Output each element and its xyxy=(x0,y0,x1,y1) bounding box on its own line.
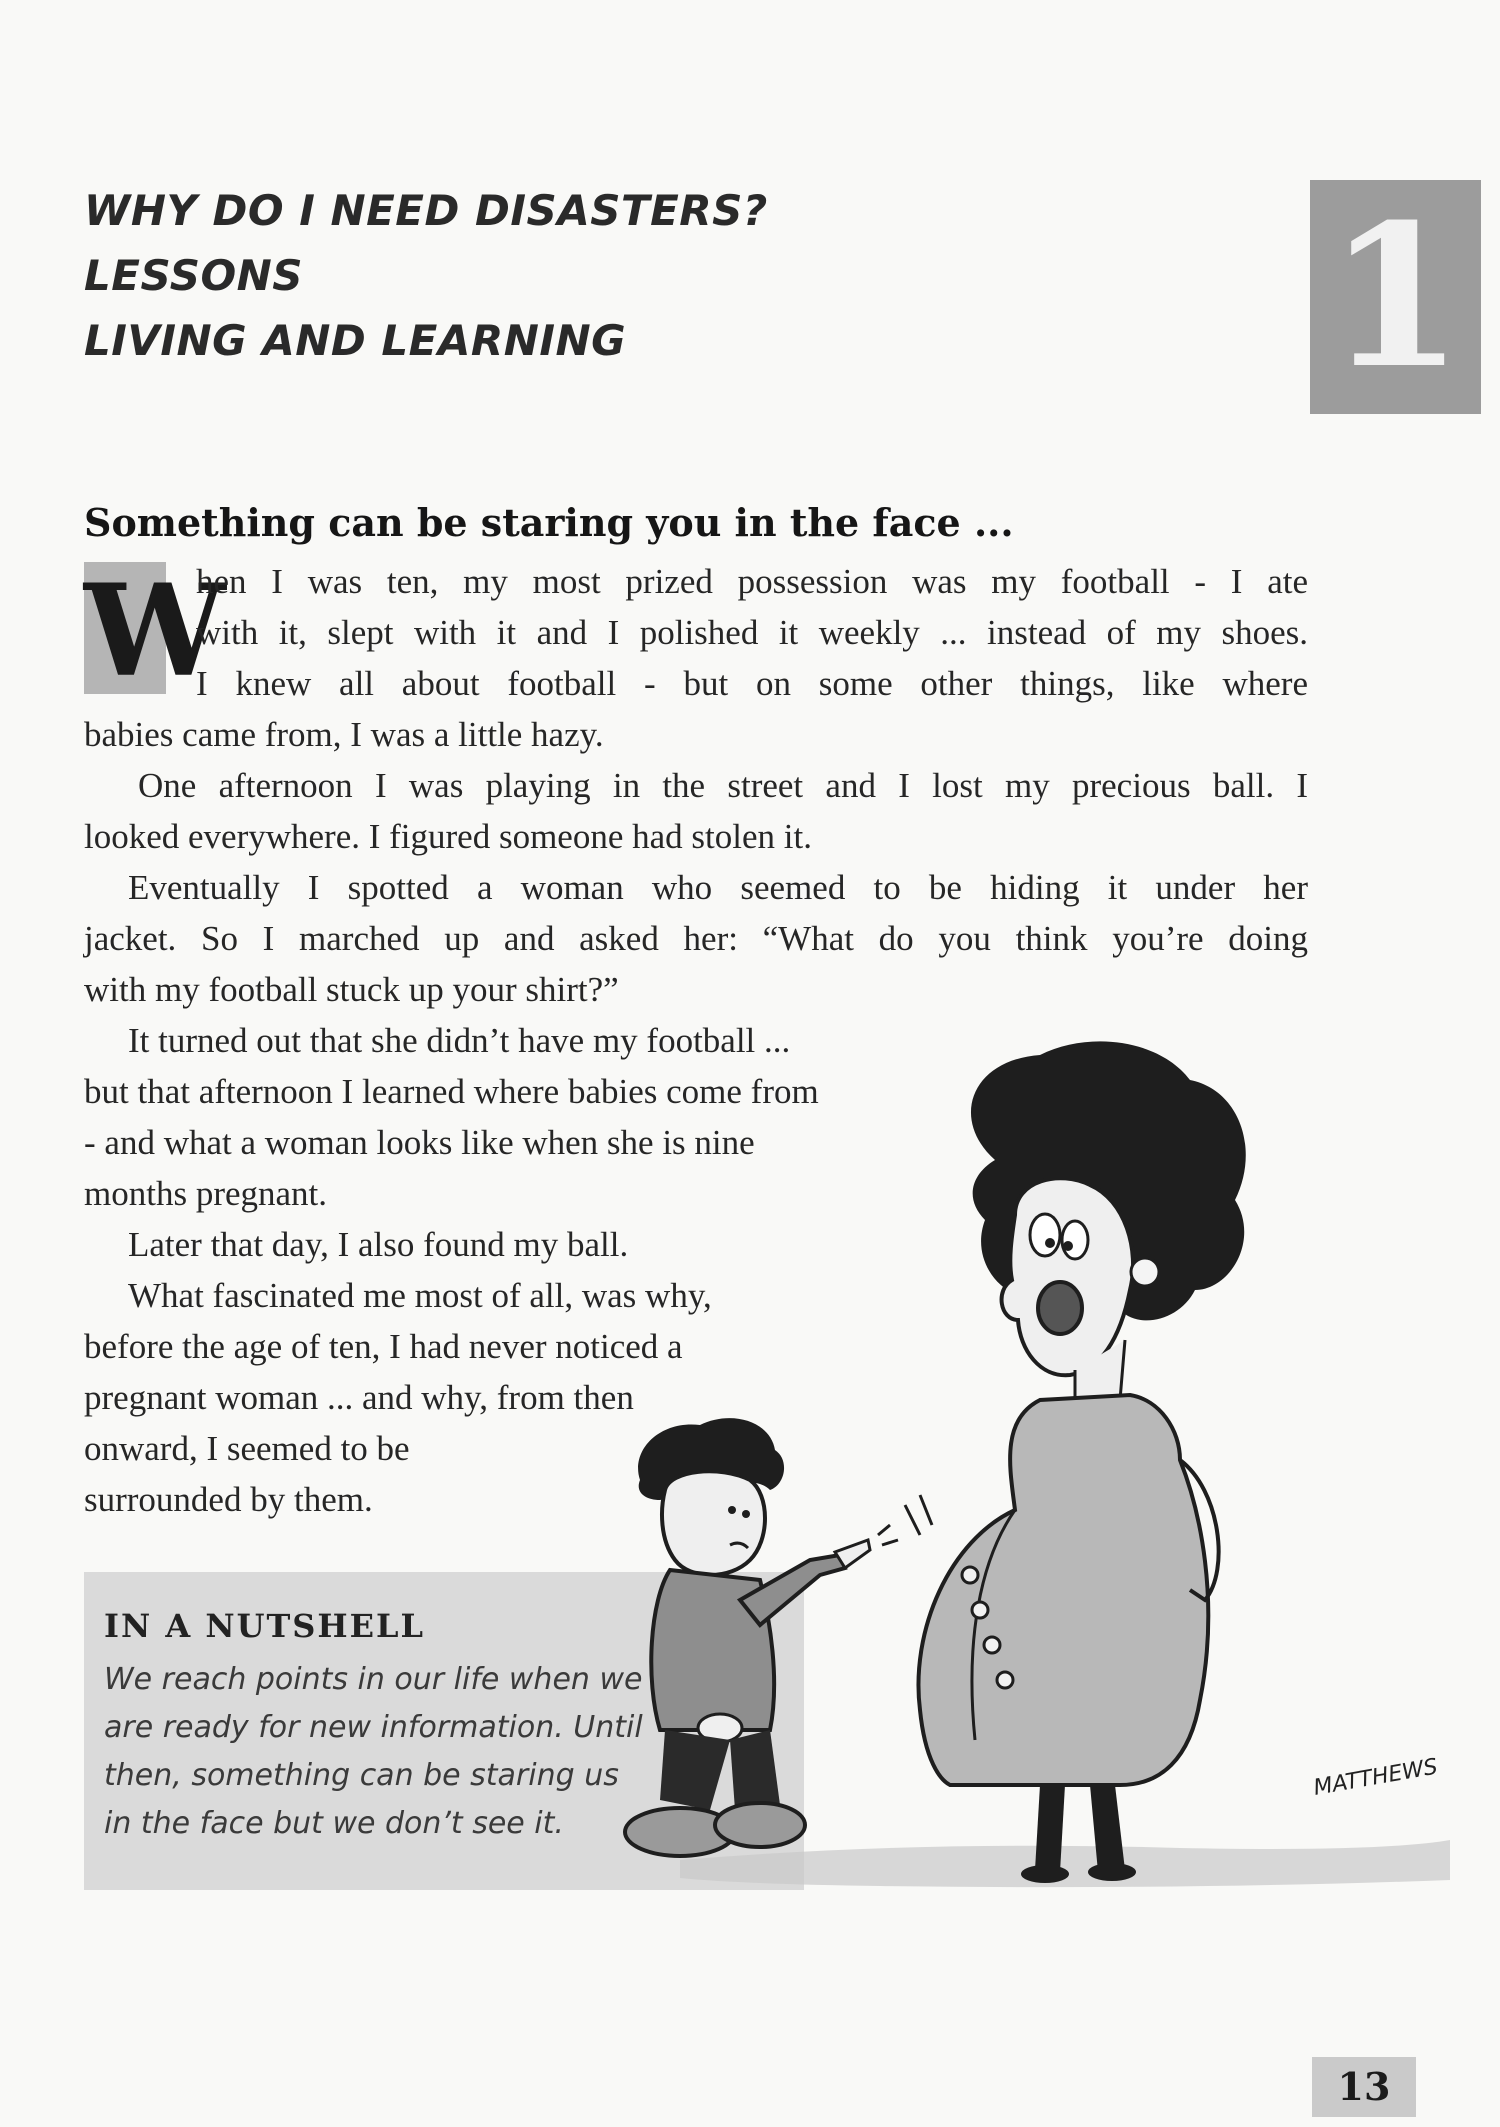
body-line: months pregnant. xyxy=(84,1174,328,1213)
nutshell-line: We reach points in our life when we xyxy=(104,1662,643,1697)
body-line: What fascinated me most of all, was why, xyxy=(128,1276,712,1315)
body-line: One afternoon I was playing in the street and I lost my precious ball. I xyxy=(138,766,1308,805)
woman-earring xyxy=(1131,1258,1159,1286)
body-line: but that afternoon I learned where babies come from xyxy=(84,1072,819,1111)
drop-cap: W xyxy=(84,557,226,705)
chapter-title-line: WHY DO I NEED DISASTERS? xyxy=(84,186,768,235)
cartoon-illustration xyxy=(620,1040,1460,1910)
dress-button xyxy=(962,1567,978,1583)
body-line: looked everywhere. I figured someone had stolen it. xyxy=(84,817,812,856)
woman-leg xyxy=(1035,1785,1065,1872)
body-line: I knew all about football - but on some other things, like where xyxy=(196,664,1308,703)
artist-signature: MATTHEWS xyxy=(1311,1754,1440,1801)
chapter-titles xyxy=(84,178,768,373)
boy-leg xyxy=(660,1730,730,1810)
body-line: babies came from, I was a little hazy. xyxy=(84,715,604,754)
body-line: hen I was ten, my most prized possession was my football - I ate xyxy=(196,562,1308,601)
chapter-number: 1 xyxy=(1327,182,1464,412)
nutshell-line: then, something can be staring us xyxy=(104,1758,619,1793)
woman-eye xyxy=(1062,1221,1088,1259)
boy-arm xyxy=(740,1555,845,1625)
body-line: with my football stuck up your shirt?” xyxy=(84,970,619,1009)
body-line: onward, I seemed to be xyxy=(84,1429,410,1468)
nutshell-line: are ready for new information. Until xyxy=(104,1710,643,1745)
woman-eye xyxy=(1030,1214,1060,1256)
dress-button xyxy=(972,1602,988,1618)
body-line: jacket. So I marched up and asked her: “What do you think you’re doing xyxy=(84,919,1308,958)
body-line: pregnant woman ... and why, from then xyxy=(84,1378,634,1417)
chapter-number-tab xyxy=(1310,180,1481,414)
nutshell-title: IN A NUTSHELL xyxy=(104,1607,426,1645)
body-line: It turned out that she didn’t have my football ... xyxy=(128,1021,791,1060)
woman-mouth xyxy=(1038,1282,1082,1334)
body-line: Eventually I spotted a woman who seemed to be hiding it under her xyxy=(128,868,1308,907)
boy-leg xyxy=(730,1730,780,1810)
body-line: - and what a woman looks like when she is nine xyxy=(84,1123,755,1162)
woman-face xyxy=(1002,1178,1133,1375)
body-line: before the age of ten, I had never noticed a xyxy=(84,1327,683,1366)
page-number: 13 xyxy=(1337,2064,1391,2109)
dress-button xyxy=(997,1672,1013,1688)
drop-cap-box xyxy=(84,557,226,705)
chapter-title-line: LIVING AND LEARNING xyxy=(84,316,627,365)
chapter-title-line: LESSONS xyxy=(84,251,304,300)
body-line: Later that day, I also found my ball. xyxy=(128,1225,629,1264)
woman-dress xyxy=(918,1395,1208,1785)
nutshell-line: in the face but we don’t see it. xyxy=(104,1806,564,1841)
boy-shoe xyxy=(715,1803,805,1847)
dress-button xyxy=(984,1637,1000,1653)
body-line: with it, slept with it and I polished it weekly ... instead of my shoes. xyxy=(196,613,1308,652)
section-heading: Something can be staring you in the face ... xyxy=(84,500,1014,545)
body-line: surrounded by them. xyxy=(84,1480,373,1519)
boy-face xyxy=(662,1471,765,1575)
ground-shadow xyxy=(680,1840,1450,1887)
page-number-box xyxy=(1312,2057,1416,2117)
